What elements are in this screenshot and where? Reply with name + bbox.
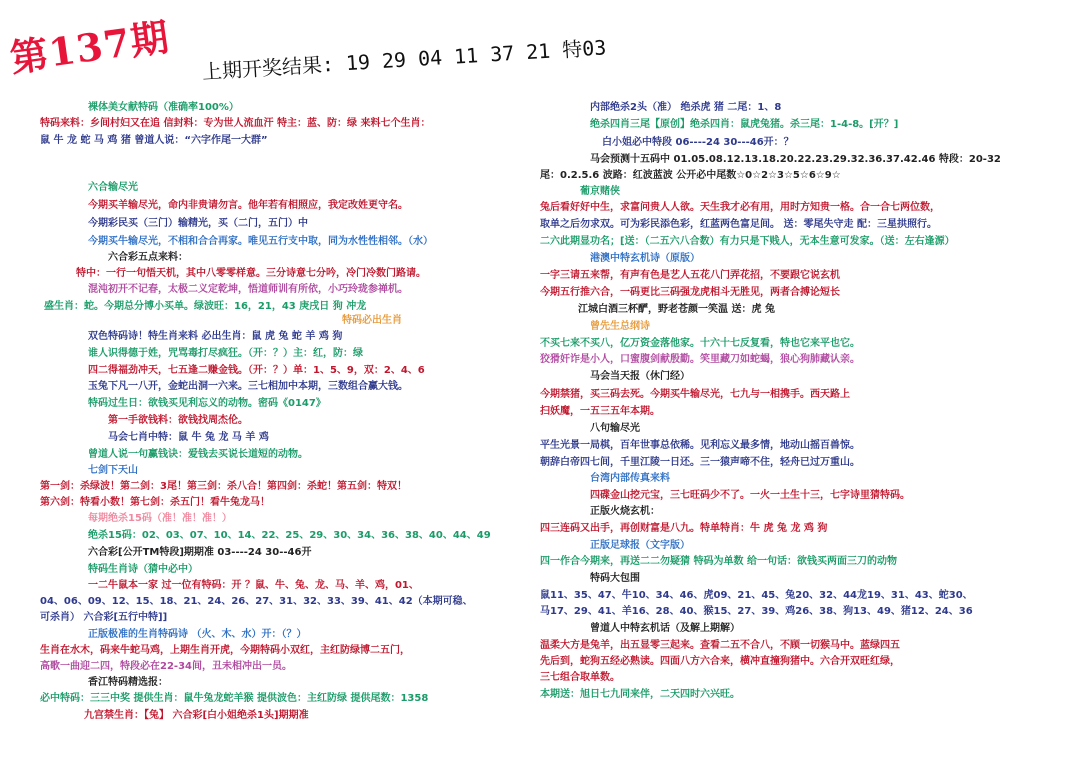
- text-line: 混沌初开不记春，太极二义定乾坤，悟道师训有所依，小巧玲珑参禅机。: [88, 284, 408, 295]
- text-line: 香江特码精选报：: [88, 677, 168, 688]
- text-line: 正版极准的生肖特码诗 （火、木、水）开：（？）: [88, 629, 307, 640]
- text-line: 内部绝杀2头（准） 绝杀虎 猪 二尾：1、8: [590, 102, 782, 113]
- text-line: 扫妖魔，一五三五年本期。: [540, 406, 660, 417]
- text-line: 今期五行推六合，一码更比三码强龙虎相斗无胜见，两者合搏论短长: [540, 287, 840, 298]
- text-line: 高歌一曲迎二四，特段必在22-34间，丑未相冲出一员。: [40, 661, 292, 672]
- text-line: 玉兔下凡一八开，金蛇出洞一六来。三七相加中本期，三数组合赢大钱。: [88, 381, 408, 392]
- text-line: 葡京赌侠: [580, 186, 620, 197]
- last-draw-result: [201, 31, 607, 85]
- text-line: 三七组合取单数。: [540, 672, 620, 683]
- text-line: 江城白酒三杯酽，野老苍颜一笑温 送：虎 兔: [578, 304, 775, 315]
- text-line: 四一作合今期来，再送二二勿疑猜 特码为单数 给一句话：欲钱买两面三刀的动物: [540, 556, 897, 567]
- text-line: 今期彩民买（三门）输精光，买（二门，五门）中: [88, 218, 308, 229]
- text-line: 特码生肖诗（猜中必中）: [88, 564, 198, 575]
- text-line: 盛生肖：蛇。今期总分博小买单。绿波旺：16，21，43 庚戌日 狗 冲龙: [44, 301, 367, 312]
- text-line: 朝辞白帝四七间，千里江陵一日还。三一猿声啼不住，轻舟已过万重山。: [540, 457, 860, 468]
- text-line: 港澳中特玄机诗（原版）: [590, 253, 700, 264]
- text-line: 特码过生日：欲钱买见利忘义的动物。密码《0147》: [88, 398, 326, 409]
- text-line: 鼠 牛 龙 蛇 马 鸡 猪 曾道人说：“六字作尾一大群”: [40, 135, 268, 146]
- text-line: 正版足球报（文字版）: [590, 540, 690, 551]
- text-line: 一字三请五来帮，有声有色是艺人五花八门弄花招，不要跟它说玄机: [540, 270, 840, 281]
- text-line: 特码大包围: [590, 573, 640, 584]
- text-line: 绝杀四肖三尾【原创】绝杀四肖：鼠虎兔猪。杀三尾：1-4-8。[开？]: [590, 119, 899, 130]
- text-line: 六合输尽光: [88, 182, 138, 193]
- text-line: 生肖在水木，码来牛蛇马鸡，上期生肖开虎，今期特码小双红，主红防绿博二五门，: [40, 645, 410, 656]
- text-line: 马会预测十五码中 01.05.08.12.13.18.20.22.23.29.32.36.37.42.46 特段：20-32: [590, 154, 1001, 165]
- text-line: 曾先生总纲诗: [590, 321, 650, 332]
- text-line: 温柔大方是兔羊，出五显零三起来。查看二五不合八，不顾一切猴马中。蓝绿四五: [540, 640, 900, 651]
- text-line: 八句输尽光: [590, 423, 640, 434]
- text-line: 马17、29、41、羊16、28、40、猴15、27、39、鸡26、38、狗13、49、猪12、24、36: [540, 606, 973, 617]
- text-line: 一二牛鼠本一家 过一位有特码：开 ？鼠、牛、兔、龙、马、羊、鸡，01、: [88, 580, 419, 591]
- text-line: 曾道人中特玄机话（及解上期解）: [590, 623, 740, 634]
- text-line: 四三连码又出手，再创财富是八九。特单特肖：牛 虎 兔 龙 鸡 狗: [540, 523, 828, 534]
- text-line: 特码必出生肖: [342, 315, 402, 326]
- issue-number: 第137期: [7, 13, 173, 81]
- text-line: 二六此期显功名；[送：（二五六八合数）有力只是下贱人，无本生意可发家。（送：左右逢源）: [540, 236, 955, 247]
- text-line: 取单之后勿求双。可为彩民添色彩，红蓝两色富足间。 送：零尾失守走 配：三星拱照行。: [540, 219, 937, 230]
- text-line: 04、06、09、12、15、18、21、24、26、27、31、32、33、39、41、42（本期可稳、: [40, 596, 473, 607]
- text-line: 谁人识得德于姓，咒骂毒打尽疯狂。（开：？）主：红，防：绿: [88, 348, 363, 359]
- text-line: 马会七肖中特：鼠 牛 兔 龙 马 羊 鸡: [108, 432, 269, 443]
- text-line: 双色特码诗！特生肖来料 必出生肖：鼠 虎 兔 蛇 羊 鸡 狗: [88, 331, 343, 342]
- text-line: 四碟金山挖元宝，三七旺码少不了。一火一土生十三，七字诗里猜特码。: [590, 490, 910, 501]
- text-line: 兔后看好好中生，求富问贵人人欲。天生我才必有用，用时方知贵一格。合一合七两位数，: [540, 202, 940, 213]
- text-line: 鼠11、35、47、牛10、34、46、虎09、21、45、兔20、32、44龙19、31、43、蛇30、: [540, 590, 973, 601]
- text-line: 狡猾奸诈是小人，口蜜腹剑献殷勤。笑里藏刀如蛇蝎，狼心狗肺藏认亲。: [540, 354, 860, 365]
- text-line: 可杀肖） 六合彩[五行中特]]: [40, 612, 168, 623]
- text-line: 第一手欲钱料：欲钱找周杰伦。: [108, 415, 248, 426]
- text-line: 绝杀15码：02、03、07、10、14、22、25、29、30、34、36、38、40、44、49: [88, 530, 491, 541]
- text-line: 今期买羊输尽光，命内非贵请勿言。他年若有相照应，我定改姓更守名。: [88, 200, 408, 211]
- text-line: 曾道人说一句赢钱诀：爱钱去买说长道短的动物。: [88, 449, 308, 460]
- text-line: 四二得福劲冲天，七五逢二赚金钱。（开：？）单：1、5、9，双：2、4、6: [88, 365, 425, 376]
- text-line: 裸体美女献特码（准确率100%）: [88, 102, 239, 113]
- last-draw-numbers: 19 29 04 11 37 21 特03: [345, 35, 607, 76]
- last-draw-label: 上期开奖结果:: [201, 51, 335, 84]
- text-line: 九宫禁生肖：【兔】 六合彩[白小姐绝杀1头]期期准: [84, 710, 309, 721]
- text-line: 平生光景一局棋，百年世事总依稀。见利忘义最多情，地动山摇百兽惊。: [540, 440, 860, 451]
- text-line: 马会当天报（休门经）: [590, 371, 690, 382]
- text-line: 白小姐必中特段 06----24 30---46开：？: [602, 137, 794, 148]
- text-line: 不买七来不买八，亿万资金落他家。十六十七反复看，特也它来平也它。: [540, 338, 860, 349]
- text-line: 每期绝杀15码（准！准！准！）: [88, 513, 232, 524]
- text-line: 特中：一行一句悟天机，其中八零零样意。三分诗意七分吟，冷门冷数门路请。: [76, 268, 426, 279]
- text-line: 七剑下天山: [88, 465, 138, 476]
- text-line: 第六剑：特看小数！第七剑：杀五门！看牛兔龙马！: [40, 497, 270, 508]
- text-line: 今期买牛输尽光，不相和合合再家。唯见五行支中取，同为水性性相邻。（水）: [88, 236, 433, 247]
- text-line: 第一剑：杀绿波！第二剑：3尾！第三剑：杀八合！第四剑：杀蛇！第五剑：特双！: [40, 481, 407, 492]
- text-line: 先后到，蛇狗五经必熟读。四面八方六合来，横冲直撞狗猪中。六合开双旺红绿，: [540, 656, 900, 667]
- text-line: 尾：0.2.5.6 波路：红波蓝波 公开必中尾数☆0☆2☆3☆5☆6☆9☆: [540, 170, 841, 181]
- text-line: 六合彩五点来料：: [108, 252, 188, 263]
- text-line: 本期送：旭日七九同来伴，二天四时六兴旺。: [540, 689, 740, 700]
- text-line: 今期禁猪，买三码去死。今期买牛输尽光，七九与一相携手。西天路上: [540, 389, 850, 400]
- text-line: 正版火烧玄机：: [590, 506, 660, 517]
- text-line: 必中特码：三三中奖 提供生肖：鼠牛兔龙蛇羊猴 提供波色：主红防绿 提供尾数：1358: [40, 693, 429, 704]
- text-line: 特码来料：乡间村妇又在追 信封料：专为世人流血汗 特主：蓝、防：绿 来料七个生肖：: [40, 118, 431, 129]
- text-line: 台湾内部传真来料: [590, 473, 670, 484]
- text-line: 六合彩[公开TM特段]期期准 03----24 30--46开: [88, 547, 312, 558]
